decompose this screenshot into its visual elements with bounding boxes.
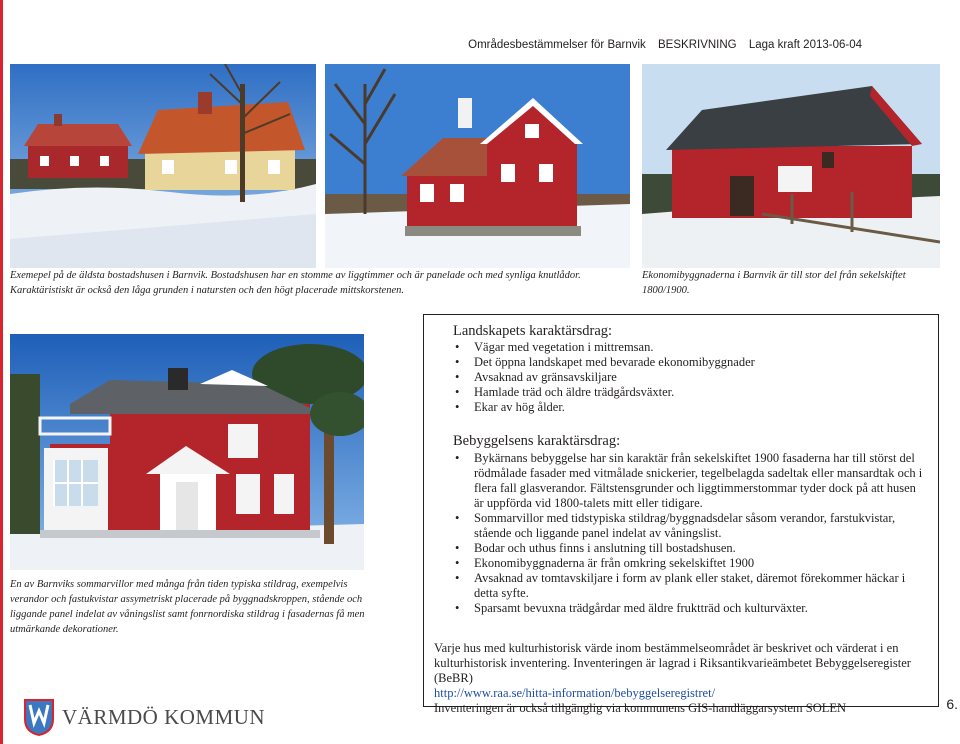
buildings-item: • Bykärnans bebyggelse har sin karaktär från sekelskiftet 1900 fasaderna har till störst del rödmålade fasader med vitmålade snickerier, tegelbelagda sadeltak eller mansardtak och i flera fall glasverandor. Fältstensgrunder och liggtimmerstommar tyder dock på att husen är uppförda vid 1800-talets mitt eller tidigare. bbox=[453, 451, 923, 511]
photo-barn bbox=[642, 64, 940, 268]
municipality-name: VÄRMDÖ KOMMUN bbox=[62, 704, 266, 729]
character-box bbox=[423, 314, 939, 715]
effective-date: Laga kraft 2013-06-04 bbox=[748, 39, 862, 51]
landscape-heading: Landskapets karaktärsdrag: bbox=[453, 323, 613, 339]
caption-old-houses: Exemepel på de äldsta bostadshusen i Barnvik. Bostadshusen har en stomme av liggtimmer och är panelade och med synliga knutlådor. Karaktäristiskt är också den låga grunden i natursten och den högt placerade mittskorstenen. bbox=[10, 270, 581, 296]
photo-red-house bbox=[325, 64, 630, 268]
varmdo-logo bbox=[22, 697, 265, 737]
buildings-item: • Avsaknad av tomtavskiljare i form av plank eller staket, däremot förekommer häckar i detta syfte. bbox=[453, 571, 923, 601]
landscape-list bbox=[453, 340, 923, 415]
buildings-list bbox=[453, 451, 923, 616]
bebr-link[interactable]: http://www.raa.se/hitta-information/bebyggelseregistret/ bbox=[434, 686, 716, 700]
landscape-item: • Avsaknad av gränsavskiljare bbox=[453, 370, 923, 385]
page-edge-rule bbox=[0, 0, 3, 744]
buildings-heading: Bebyggelsens karaktärsdrag: bbox=[453, 433, 621, 449]
buildings-item: • Ekonomibyggnaderna är från omkring sekelskiftet 1900 bbox=[453, 556, 923, 571]
document-title: Områdesbestämmelser för Barnvik bbox=[468, 39, 646, 51]
photo-summer-villa bbox=[10, 334, 364, 570]
buildings-item: • Sparsamt bevuxna trädgårdar med äldre fruktträd och kulturväxter. bbox=[453, 601, 923, 616]
caption-barn: Ekonomibyggnaderna i Barnvik är till stor del från sekelskiftet 1800/1900. bbox=[642, 270, 906, 296]
inventory-text bbox=[434, 641, 934, 716]
landscape-item: • Det öppna landskapet med bevarade ekonomibyggnader bbox=[453, 355, 923, 370]
photo-old-houses bbox=[10, 64, 316, 268]
gis-note: Inventeringen är också tillgänglig via kommunens GIS-handläggarsystem SOLEN bbox=[434, 701, 847, 715]
section-name: BESKRIVNING bbox=[658, 39, 737, 51]
page-number: 6. bbox=[946, 696, 958, 712]
buildings-item: • Bodar och uthus finns i anslutning till bostadshusen. bbox=[453, 541, 923, 556]
caption-summer-villa: En av Barnviks sommarvillor med många från tiden typiska stildrag, exempelvis verandor och fastukvistar assymetriskt placerade på byggnadskroppen, stående och liggande panel indelat av våningslist samt fonrnordiska stildrag i fasadernas få men utmärkande dekorationer. bbox=[10, 579, 365, 635]
landscape-item: • Hamlade träd och äldre trädgårdsväxter. bbox=[453, 385, 923, 400]
buildings-item: • Sommarvillor med tidstypiska stildrag/byggnadsdelar såsom verandor, farstukvistar, stående och liggande panel indelat av våningslist. bbox=[453, 511, 923, 541]
page-header bbox=[468, 39, 862, 51]
landscape-item: • Vägar med vegetation i mittremsan. bbox=[453, 340, 923, 355]
inventory-description: Varje hus med kulturhistorisk värde inom bestämmelseområdet är beskrivet och värderat i en kulturhistorisk inventering. Inventeringen är lagrad i Riksantikvarieämbetet Bebyggelseregister (BeBR) bbox=[434, 641, 911, 685]
landscape-item: • Ekar av hög ålder. bbox=[453, 400, 923, 415]
coat-of-arms-icon bbox=[22, 697, 56, 737]
